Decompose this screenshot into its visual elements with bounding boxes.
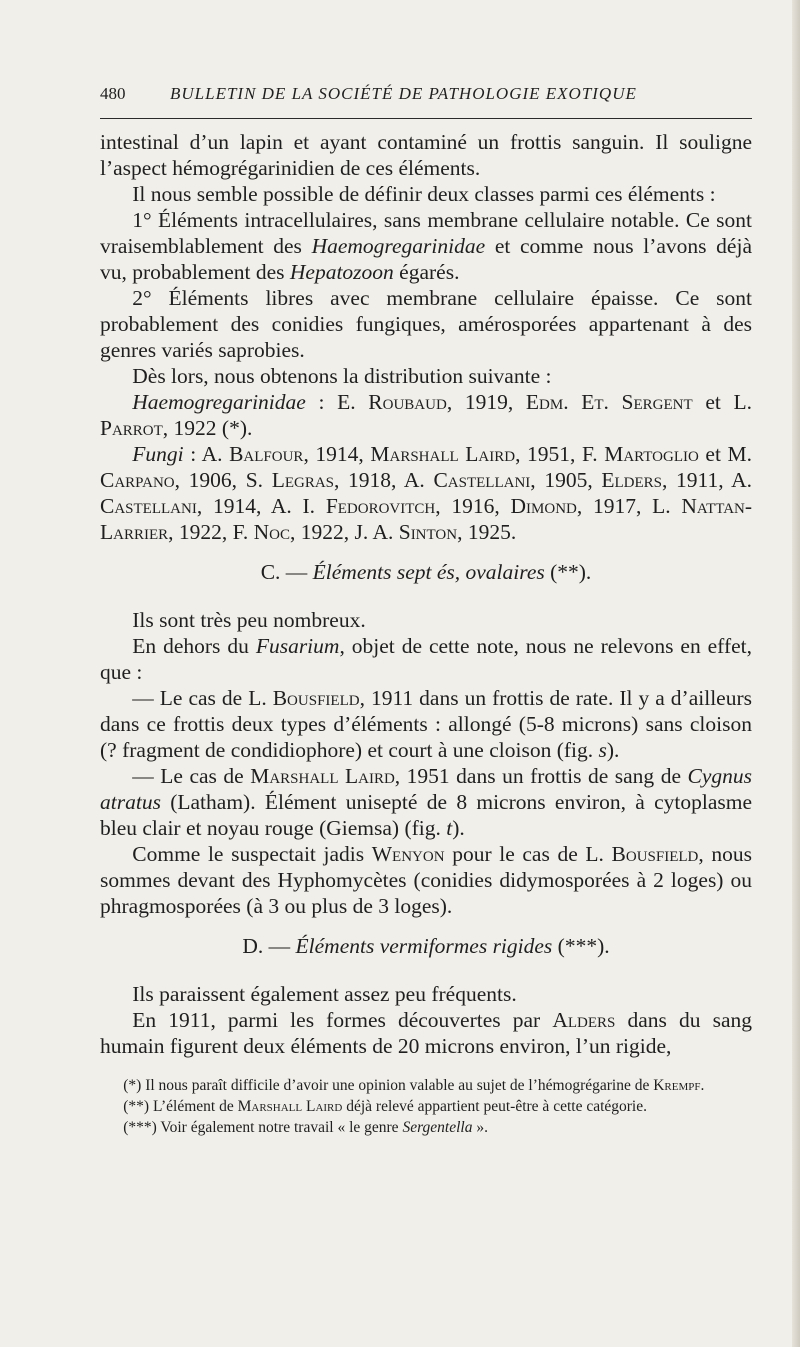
author-name: Alders [552,1008,616,1032]
footnote-1: (*) Il nous paraît difficile d’avoir une opinion valable au sujet de l’hémogrégarine de Krempf. [123,1077,705,1094]
paragraph-11: — Le cas de Marshall Laird, 1951 dans un frottis de sang de Cygnus atratus (Latham). Élément unisepté de 8 microns environ, à cytoplasme bleu clair et noyau rouge (Giemsa) (fig. t). [100,764,752,840]
author-name: Noc [253,520,291,544]
taxon-name: Hepatozoon [289,260,394,284]
figure-ref: s [598,738,607,762]
page-edge-shadow [792,0,800,1347]
author-name: Nattan-Larrier [100,494,753,544]
paragraph-6: Haemogregarinidae : E. Roubaud, 1919, Edm. Et. Sergent et L. Parrot, 1922 (*). [100,390,753,440]
author-name: Dimond [510,494,577,518]
paragraph-8: Ils sont très peu nombreux. [132,608,366,632]
taxon-name: Sergentella [402,1119,473,1136]
paragraph-2: Il nous semble possible de définir deux classes parmi ces éléments : [132,182,716,206]
page [100,84,752,1138]
figure-ref: t [446,816,453,840]
running-header [100,84,752,110]
author-name: Castellani [100,494,197,518]
journal-title: BULLETIN DE LA SOCIÉTÉ DE PATHOLOGIE EXOTIQUE [170,84,637,103]
paragraph-7: Fungi : A. Balfour, 1914, Marshall Laird, 1951, F. Martoglio et M. Carpano, 1906, S. Legras, 1918, A. Castellani, 1905, Elders, 1911, A. Castellani, 1914, A. I. Fedorovitch, 1916, Dimond, 1917, L. Nattan-Larrier, 1922, F. Noc, 1922, J. A. Sinton, 1925. [100,442,753,544]
footnote-2: (**) L’élément de Marshall Laird déjà relevé appartient peut-être à cette catégorie. [123,1098,647,1115]
author-name: Martoglio [604,442,699,466]
footnotes [100,1075,752,1138]
paragraph-10: — Le cas de L. Bousfield, 1911 dans un frottis de rate. Il y a d’ailleurs dans ce frottis deux types d’éléments : allongé (5-8 microns) sans cloison (? fragment de condidiophore) et court à une cloison (fig. s). [100,686,752,762]
author-name: Roubaud [368,390,447,414]
author-name: Edm. Et. Sergent [525,390,693,414]
author-name: Sinton [398,520,458,544]
footnote-3: (***) Voir également notre travail « le genre Sergentella ». [123,1119,488,1136]
header-rule [100,118,752,119]
author-name: Bousfield [272,686,360,710]
paragraph-3: 1° Éléments intracellulaires, sans membrane cellulaire notable. Ce sont vraisemblablement des Haemogregarinidae et comme nous l’avons déjà vu, probablement des Hepatozoon égarés. [100,208,752,284]
section-heading-c: C. — Éléments sept és, ovalaires (**). [260,560,592,584]
paragraph-1: intestinal d’un lapin et ayant contaminé un frottis sanguin. Il souligne l’aspect hémogrégarinidien de ces éléments. [100,130,752,180]
author-name: Elders [601,468,663,492]
paragraph-14: En 1911, parmi les formes découvertes par Alders dans du sang humain figurent deux éléments de 20 microns environ, l’un rigide, [100,1008,752,1058]
paragraph-5: Dès lors, nous obtenons la distribution suivante : [132,364,552,388]
author-name: Parrot [100,416,163,440]
article-body [100,129,752,1138]
author-name: Krempf [653,1077,701,1094]
paragraph-9: En dehors du Fusarium, objet de cette note, nous ne relevons en effet, que : [100,634,753,684]
author-name: Wenyon [371,842,445,866]
paragraph-13: Ils paraissent également assez peu fréquents. [132,982,517,1006]
author-name: Marshall Laird [250,764,395,788]
taxon-name: Fusarium [255,634,340,658]
page-number: 480 [100,84,126,103]
taxon-name: Haemogregarinidae [132,390,306,414]
author-name: Castellani [433,468,531,492]
taxon-name: Fungi [132,442,184,466]
author-name: Carpano [100,468,175,492]
paragraph-12: Comme le suspectait jadis Wenyon pour le cas de L. Bousfield, nous sommes devant des Hyphomycètes (conidies didymosporées à 2 loges) ou phragmosporées (à 3 ou plus de 3 loges). [100,842,752,918]
author-name: Marshall Laird [370,442,516,466]
author-name: Fedorovitch [325,494,436,518]
paragraph-4: 2° Éléments libres avec membrane cellulaire épaisse. Ce sont probablement des conidies fungiques, amérosporées appartenant à des genres variés saprobies. [100,286,752,362]
taxon-name: Haemogregarinidae [311,234,486,258]
author-name: Balfour [229,442,304,466]
author-name: Marshall Laird [237,1098,343,1115]
author-name: Legras [271,468,335,492]
author-name: Bousfield [611,842,699,866]
section-heading-d: D. — Éléments vermiformes rigides (***). [242,934,610,958]
taxon-name: Cygnus atratus [100,764,752,814]
